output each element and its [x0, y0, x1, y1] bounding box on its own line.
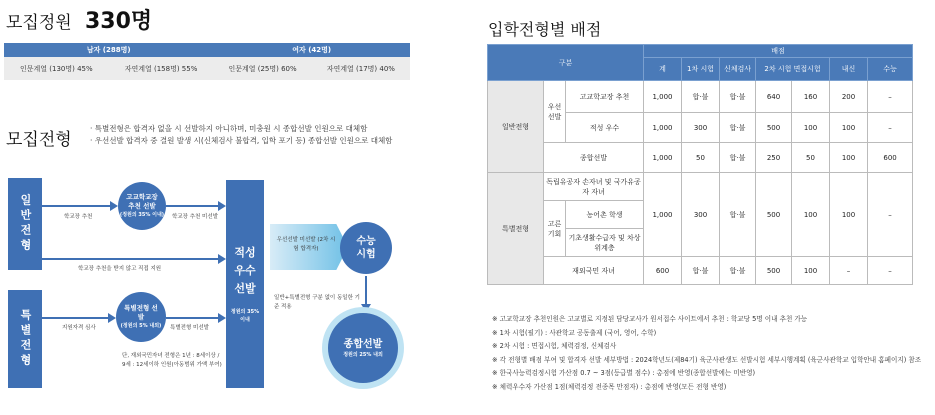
priority-label: 적성 우수 선발 [234, 246, 256, 295]
footnote: ※ 각 전형별 배점 부여 및 합격자 선발 세부방법 : 2024학년도(제84기) 육군사관생도 선발시험 세부시행계획 (육군사관학교 입학안내 홈페이지) 참조 [492, 355, 922, 364]
col-header: 1차 시험 [682, 58, 720, 81]
col-header: 신체검사 [720, 58, 756, 81]
cell: 합·불 [720, 113, 756, 143]
row-name: 적성 우수 [566, 113, 644, 143]
cell: – [868, 173, 913, 257]
special-sel-sub: (정원의 5% 내외) [120, 322, 162, 329]
cell: 500 [756, 173, 792, 257]
arrow-head [110, 201, 118, 211]
priority-sub: 정원의 35% 이내 [230, 309, 260, 323]
cell: – [868, 257, 913, 285]
quota-cell: 인문계열 (25명) 60% [213, 57, 311, 80]
cell: 합·불 [682, 81, 720, 113]
cell: 50 [792, 143, 830, 173]
footnote: ※ 2차 시험 : 면접시험, 체력검정, 신체검사 [492, 342, 617, 350]
cell: 100 [830, 173, 868, 257]
group-general: 일반전형 [488, 81, 544, 173]
no-rec-label: 학교장 추천 미선발 [172, 214, 219, 220]
cell: 500 [756, 257, 792, 285]
arrow-line [166, 317, 218, 319]
arrow-line [365, 276, 367, 306]
cell: 100 [792, 257, 830, 285]
cell: 160 [792, 81, 830, 113]
row-name: 농어촌 학생 [566, 201, 644, 229]
qualified-label: 지원자격 심사 [62, 325, 96, 331]
cell: 600 [868, 143, 913, 173]
row-name: 재외국민 자녀 [544, 257, 644, 285]
arrow-head [218, 313, 226, 323]
col-header: 계 [644, 58, 682, 81]
cell: 500 [756, 113, 792, 143]
priority-fail-label: 우선선발 미선발 (2차 시험 합격자) [276, 237, 336, 252]
cell: 200 [830, 81, 868, 113]
cell: 1,000 [644, 173, 682, 257]
cell: 50 [682, 143, 720, 173]
cell: – [868, 81, 913, 113]
footnotes [492, 313, 921, 394]
col-header: 내신 [830, 58, 868, 81]
arrow-line [42, 205, 110, 207]
female-header: 여자 (42명) [213, 43, 410, 57]
arrow-head [218, 201, 226, 211]
arrow-line [42, 317, 108, 319]
quota-table [4, 43, 410, 80]
special-fail-label: 특별전형 미선발 [170, 325, 209, 331]
special-admission-bar: 특별전형 [8, 290, 42, 388]
footnote: ※ 고교학교장 추천인원은 고교별로 지정된 담당교사가 원서접수 사이트에서 추천 : 학교당 5명 이내 추천 가능 [492, 315, 808, 323]
cell: – [830, 257, 868, 285]
school-rec-circle [118, 182, 166, 230]
arrow-line [166, 205, 218, 207]
col-score-header: 배점 [644, 45, 913, 58]
no-rec-apply: 학교장 추천을 받지 않고 직접 지원 [78, 266, 162, 272]
cell: 300 [682, 113, 720, 143]
cell: 합·불 [720, 257, 756, 285]
quota-label: 모집정원 [6, 13, 72, 33]
cell: 1,000 [644, 113, 682, 143]
col-header: 수능 [868, 58, 913, 81]
cell: 1,000 [644, 81, 682, 113]
cell: 640 [756, 81, 792, 113]
cell: 100 [792, 113, 830, 143]
cell: 합·불 [720, 81, 756, 113]
cell: 300 [682, 173, 720, 257]
arrow-line [42, 258, 218, 260]
school-rec-sub: (정원의 35% 이내) [119, 211, 165, 218]
cell: 250 [756, 143, 792, 173]
priority-bar [226, 180, 264, 388]
cell: 100 [792, 173, 830, 257]
allocation-table [487, 44, 913, 285]
exam-label: 수능 시험 [356, 236, 376, 260]
quota-cell: 자연계열 (158명) 55% [109, 57, 214, 80]
final-label: 종합선발 [343, 338, 383, 350]
special-sel-label: 특별전형 선발 [124, 303, 158, 321]
exam-note: 일반+특별전형 구분 없이 동일한 기준 적용 [274, 295, 360, 310]
note-line: · 특별전형은 합격자 없을 시 선발하지 아니하며, 미충원 시 종합선발 인원으로 대체함 [90, 124, 368, 133]
subgroup-priority: 우선 선발 [544, 81, 566, 143]
selection-notes [90, 123, 392, 147]
cell: – [868, 113, 913, 143]
row-name: 기초생활수급자 및 차상위계층 [566, 229, 644, 257]
quota-cell: 자연계열 (17명) 40% [312, 57, 410, 80]
selection-title: 모집전형 [6, 130, 72, 150]
special-sel-circle [116, 292, 166, 342]
general-admission-bar: 일반전형 [8, 178, 42, 270]
allocation-title: 입학전형별 배점 [488, 20, 602, 39]
col-header: 2차 시험 면접시험 [756, 58, 830, 81]
cell: 100 [830, 143, 868, 173]
cell: 합·불 [682, 257, 720, 285]
cell: 600 [644, 257, 682, 285]
quota-total: 330명 [85, 9, 153, 34]
col-group-header: 구분 [488, 45, 644, 81]
arrow-head [108, 313, 116, 323]
final-circle [328, 313, 398, 383]
quota-cell: 인문계열 (130명) 45% [4, 57, 109, 80]
note-line: · 우선선발 합격자 중 결원 발생 시(신체검사 불합격, 입학 포기 등) 종합선발 인원으로 대체함 [90, 136, 393, 145]
row-name: 종합선발 [544, 143, 644, 173]
cell: 합·불 [720, 173, 756, 257]
row-name: 독립유공자 손자녀 및 국가유공자 자녀 [544, 173, 644, 201]
final-sub: 정원의 25% 내외 [343, 351, 383, 358]
school-rec-label: 고교학교장 추천 선발 [126, 192, 158, 210]
arrow-head [218, 254, 226, 264]
footnote: ※ 체력우수자 가산점 1점(체력검정 전종목 만점자) : 총점에 반영(모든 전형 반영) [492, 382, 727, 391]
footnote: ※ 1차 시험(필기) : 사관학교 공동출제 (국어, 영어, 수학) [492, 328, 657, 337]
cell: 1,000 [644, 143, 682, 173]
footnote: ※ 한국사능력검정시험 가산점 0.7 ~ 3점(등급별 점수) : 총점에 반영(종합선발에는 미반영) [492, 369, 756, 377]
subgroup-equal: 고른 기회 [544, 201, 566, 257]
exam-circle [340, 222, 392, 274]
arrow-head [361, 304, 371, 312]
cell: 100 [830, 113, 868, 143]
row-name: 고교학교장 추천 [566, 81, 644, 113]
cell: 합·불 [720, 143, 756, 173]
male-header: 남자 (288명) [4, 43, 213, 57]
group-special: 특별전형 [488, 173, 544, 285]
rec-label: 학교장 추천 [64, 214, 93, 220]
special-note: 단, 재외국민자녀 전형은 1년 : 8세이상 / 9세 : 12세이하 인원(아동범위 가액 부여) [122, 353, 222, 368]
